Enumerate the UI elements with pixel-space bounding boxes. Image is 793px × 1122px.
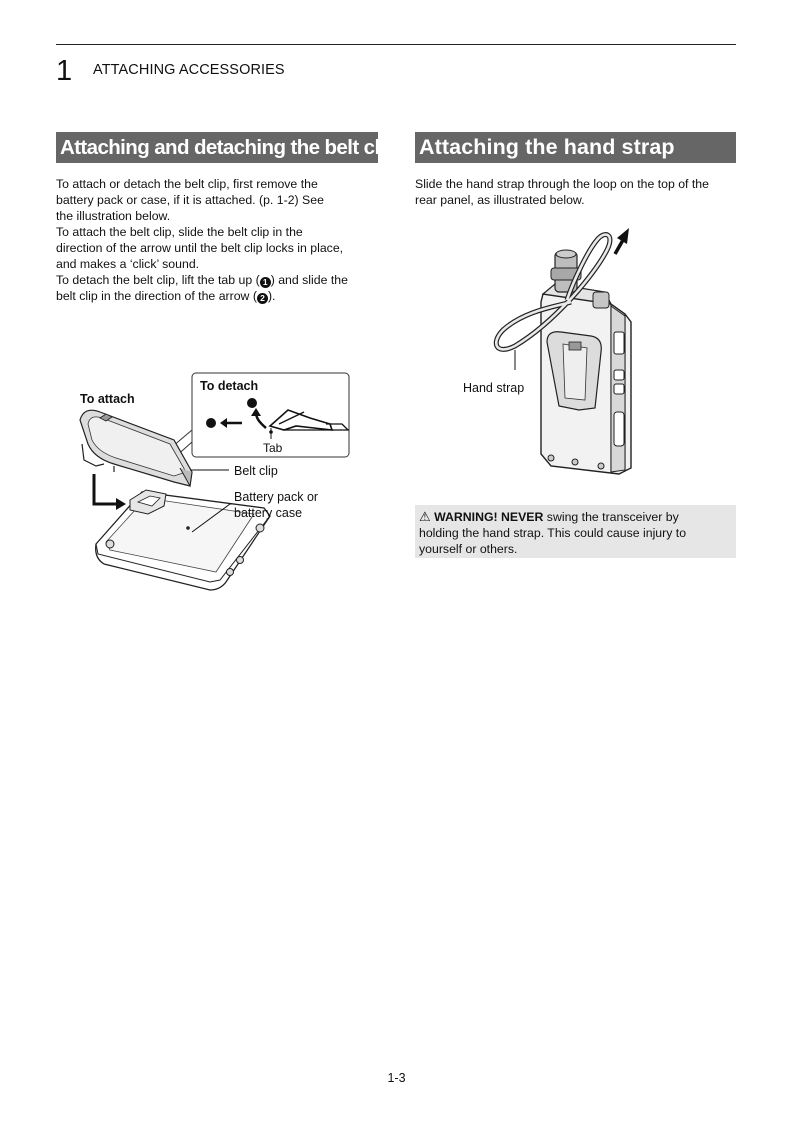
hand-strap-illustration bbox=[455, 222, 695, 494]
section-heading-belt-clip: Attaching and detaching the belt clip bbox=[56, 132, 378, 163]
label-battery-line2: battery case bbox=[234, 506, 303, 520]
label-hand-strap: Hand strap bbox=[463, 381, 525, 395]
warning-line: holding the hand strap. This could cause injury to bbox=[419, 526, 687, 540]
text-line: battery pack or case, if it is attached. (p. 1-2) See bbox=[56, 193, 324, 207]
ptt-button-icon bbox=[614, 412, 624, 446]
text-fragment: ) and slide the bbox=[270, 273, 348, 287]
battery-latch-icon bbox=[186, 526, 190, 530]
volume-knob-icon bbox=[593, 292, 609, 308]
label-belt-clip: Belt clip bbox=[234, 464, 278, 478]
hand-strap-instructions bbox=[415, 176, 739, 208]
text-line bbox=[56, 288, 380, 304]
battery-latch-icon bbox=[256, 524, 264, 532]
section-heading-hand-strap: Attaching the hand strap bbox=[415, 132, 736, 163]
text-fragment: ). bbox=[267, 289, 276, 303]
label-tab: Tab bbox=[263, 441, 283, 455]
detach-step-1-marker bbox=[247, 398, 257, 408]
text-line: the illustration below. bbox=[56, 209, 171, 223]
belt-clip-illustration bbox=[74, 368, 360, 608]
rear-clip-screw-icon bbox=[569, 342, 581, 350]
label-battery-line1: Battery pack or bbox=[234, 490, 319, 504]
battery-latch-icon bbox=[106, 540, 114, 548]
text-line: To attach the belt clip, slide the belt clip in the bbox=[56, 225, 303, 239]
text-line: To attach or detach the belt clip, first remove the bbox=[56, 177, 318, 191]
text-fragment: To detach the belt clip, lift the tab up ( bbox=[56, 273, 260, 287]
antenna-tip-icon bbox=[556, 250, 576, 258]
rear-belt-clip-face bbox=[563, 344, 587, 400]
label-to-attach: To attach bbox=[80, 392, 135, 406]
battery-contact-icon bbox=[548, 455, 554, 461]
text-line: direction of the arrow until the belt clip locks in place, bbox=[56, 241, 344, 255]
warning-line bbox=[419, 509, 732, 525]
warning-text: swing the transceiver by bbox=[543, 510, 679, 524]
text-line bbox=[56, 272, 380, 288]
warning-bold-text: WARNING! NEVER bbox=[434, 510, 544, 524]
side-speaker-grille-icon bbox=[614, 332, 624, 354]
side-button-icon bbox=[614, 384, 624, 394]
chapter-number: 1 bbox=[56, 55, 73, 87]
pull-arrow-icon bbox=[615, 240, 623, 254]
page-number: 1-3 bbox=[387, 1071, 406, 1085]
battery-contact-icon bbox=[572, 459, 578, 465]
battery-contact-icon bbox=[598, 463, 604, 469]
text-line: Slide the hand strap through the loop on the top of the bbox=[415, 177, 709, 191]
battery-latch-icon bbox=[227, 569, 234, 576]
attach-arrow-icon bbox=[94, 474, 118, 504]
warning-line: yourself or others. bbox=[419, 542, 518, 556]
header-rule bbox=[56, 44, 736, 45]
text-line: and makes a ‘click’ sound. bbox=[56, 257, 200, 271]
text-fragment: belt clip in the direction of the arrow ( bbox=[56, 289, 257, 303]
detach-step-2-marker bbox=[206, 418, 216, 428]
label-to-detach: To detach bbox=[200, 379, 259, 393]
step-2-marker: 2 bbox=[257, 293, 268, 304]
step-1-marker: 1 bbox=[260, 277, 271, 288]
warning-triangle-icon: ⚠ bbox=[419, 509, 431, 524]
text-line: rear panel, as illustrated below. bbox=[415, 193, 585, 207]
battery-latch-icon bbox=[237, 557, 244, 564]
warning-box bbox=[415, 505, 736, 558]
chapter-title: ATTACHING ACCESSORIES bbox=[93, 62, 285, 78]
tab-leader-dot bbox=[269, 430, 273, 434]
belt-clip-instructions bbox=[56, 176, 380, 304]
attach-arrowhead-icon bbox=[116, 498, 126, 510]
side-button-icon bbox=[614, 370, 624, 380]
